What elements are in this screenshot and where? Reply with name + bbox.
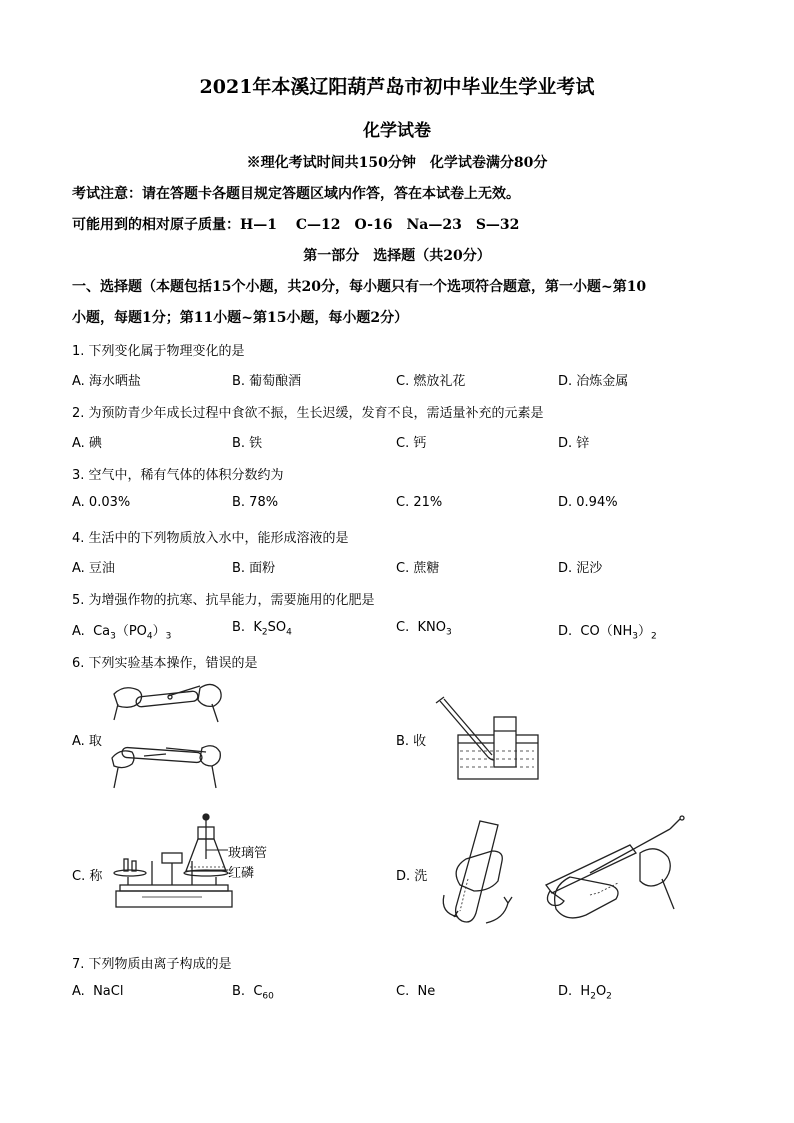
figure-a-test-tube-hands: [108, 680, 228, 800]
q1-option-c: C. 燃放礼花: [396, 374, 466, 389]
q2-option-d: D. 锌: [558, 436, 590, 451]
q5-option-c: C. $KNO_3$: [396, 620, 452, 638]
subject-title: 化学试卷: [363, 121, 431, 141]
label-leader-lines: [206, 848, 230, 872]
question-4-stem: 4. 生活中的下列物质放入水中，能形成溶液的是: [72, 531, 349, 546]
exam-notice: 考试注意：请在答题卡各题目规定答题区域内作答，答在本试卷上无效。: [72, 186, 520, 202]
question-5-stem: 5. 为增强作物的抗寒、抗旱能力，需要施用的化肥是: [72, 593, 375, 608]
atomic-mass-line: 可能用到的相对原子质量：H—1 C—12 O-16 Na—23 S—32: [72, 217, 520, 233]
question-6-stem: 6. 下列实验基本操作，错误的是: [72, 656, 258, 671]
time-note: ※理化考试时间共150分钟 化学试卷满分80分: [246, 155, 548, 171]
label-glass-tube: 玻璃管: [228, 846, 268, 861]
label-red-phosphorus: 红磷: [228, 866, 255, 881]
part-title: 第一部分 选择题（共20分）: [303, 248, 491, 264]
question-1-stem: 1. 下列变化属于物理变化的是: [72, 344, 245, 359]
q3-option-b: B. 78%: [232, 495, 279, 510]
q1-option-d: D. 冶炼金属: [558, 374, 629, 389]
question-3-stem: 3. 空气中，稀有气体的体积分数约为: [72, 468, 284, 483]
q2-option-b: B. 铁: [232, 436, 263, 451]
q6-option-c: C. 称: [72, 869, 103, 884]
q5-option-b: B. $K_2SO_4$: [232, 620, 292, 638]
q7-option-a: A. NaCl: [72, 984, 124, 999]
exam-title: 2021年本溪辽阳葫芦岛市初中毕业生学业考试: [199, 76, 595, 98]
q7-option-c: C. Ne: [396, 984, 436, 999]
q6-option-d: D. 洗: [396, 869, 428, 884]
q6-option-b: B. 收: [396, 734, 427, 749]
q5-option-a: A. $Ca_3(PO_4)_3$: [72, 624, 172, 642]
q4-option-c: C. 蔗糖: [396, 561, 440, 576]
q3-option-c: C. 21%: [396, 495, 443, 510]
q2-option-a: A. 碘: [72, 436, 102, 451]
figure-d-washing-test-tube: [440, 815, 710, 945]
q5-option-d: D. $CO(NH_3)_2$: [558, 624, 657, 642]
q7-option-b: B. $C_{60}$: [232, 984, 274, 1002]
q1-option-b: B. 葡萄酿酒: [232, 374, 302, 389]
q3-option-a: A. 0.03%: [72, 495, 131, 510]
q7-option-d: D. $H_2O_2$: [558, 984, 612, 1002]
section-instruction-1: 一、选择题（本题包括15个小题，共20分，每小题只有一个选项符合题意，第一小题~第10: [72, 279, 647, 295]
question-2-stem: 2. 为预防青少年成长过程中食欲不振，生长迟缓，发育不良，需适量补充的元素是: [72, 406, 544, 421]
q4-option-d: D. 泥沙: [558, 561, 603, 576]
q4-option-b: B. 面粉: [232, 561, 276, 576]
q2-option-c: C. 钙: [396, 436, 427, 451]
figure-b-gas-collection: [430, 695, 550, 785]
q1-option-a: A. 海水晒盐: [72, 374, 141, 389]
q4-option-a: A. 豆油: [72, 561, 115, 576]
q3-option-d: D. 0.94%: [558, 495, 618, 510]
section-instruction-2: 小题，每题1分；第11小题~第15小题，每小题2分）: [72, 310, 409, 326]
q6-option-a: A. 取: [72, 734, 102, 749]
question-7-stem: 7. 下列物质由离子构成的是: [72, 957, 232, 972]
